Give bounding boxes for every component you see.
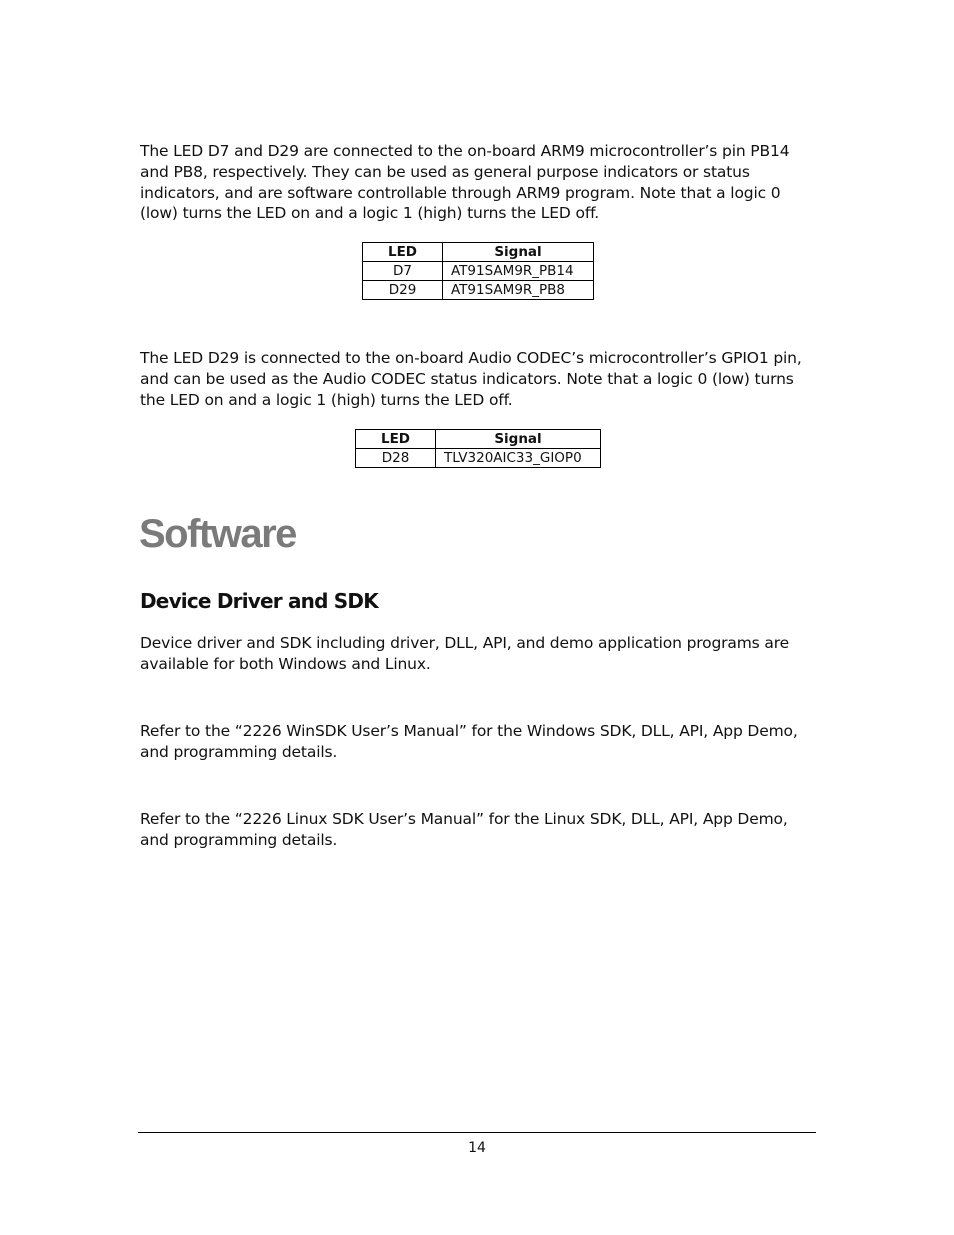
table-cell-led: D29: [363, 281, 443, 300]
table-header-led: LED: [363, 243, 443, 262]
linux-sdk-reference-paragraph: Refer to the “2226 Linux SDK User’s Manual” for the Linux SDK, DLL, API, App Demo, and programming details.: [140, 810, 788, 849]
section-title: Software: [139, 512, 296, 556]
table-header-led: LED: [356, 430, 436, 449]
table-cell-led: D7: [363, 262, 443, 281]
table-row: [363, 281, 594, 300]
subsection-title: Device Driver and SDK: [140, 589, 378, 613]
sdk-intro-paragraph: Device driver and SDK including driver, DLL, API, and demo application programs are available for both Windows and Linux.: [140, 634, 790, 673]
page-number: 14: [468, 1140, 486, 1156]
led-arm9-paragraph: The LED D7 and D29 are connected to the on-board ARM9 microcontroller’s pin PB14 and PB8, respectively. They can be used as general purpose indicators or status indicators, and are software controllable through ARM9 program. Note that a logic 0 (low) turns the LED on and a logic 1 (high) turns the LED off.: [140, 142, 790, 223]
table-cell-signal: AT91SAM9R_PB8: [443, 281, 594, 300]
table-header-signal: Signal: [443, 243, 594, 262]
table-cell-signal: AT91SAM9R_PB14: [443, 262, 594, 281]
winsdk-reference-paragraph: Refer to the “2226 WinSDK User’s Manual” for the Windows SDK, DLL, API, App Demo, and programming details.: [140, 722, 798, 761]
table-row: [363, 262, 594, 281]
table-header-row: [356, 430, 601, 449]
table-cell-signal: TLV320AIC33_GIOP0: [436, 449, 601, 468]
led-signal-table-arm9: [362, 242, 594, 300]
table-row: [356, 449, 601, 468]
table-header-row: [363, 243, 594, 262]
led-codec-paragraph: The LED D29 is connected to the on-board Audio CODEC’s microcontroller’s GPIO1 pin, and can be used as the Audio CODEC status indicators. Note that a logic 0 (low) turns the LED on and a logic 1 (high) turns the LED off.: [140, 349, 802, 409]
table-header-signal: Signal: [436, 430, 601, 449]
led-signal-table-codec: [355, 429, 601, 468]
table-cell-led: D28: [356, 449, 436, 468]
footer-divider: [138, 1132, 816, 1133]
